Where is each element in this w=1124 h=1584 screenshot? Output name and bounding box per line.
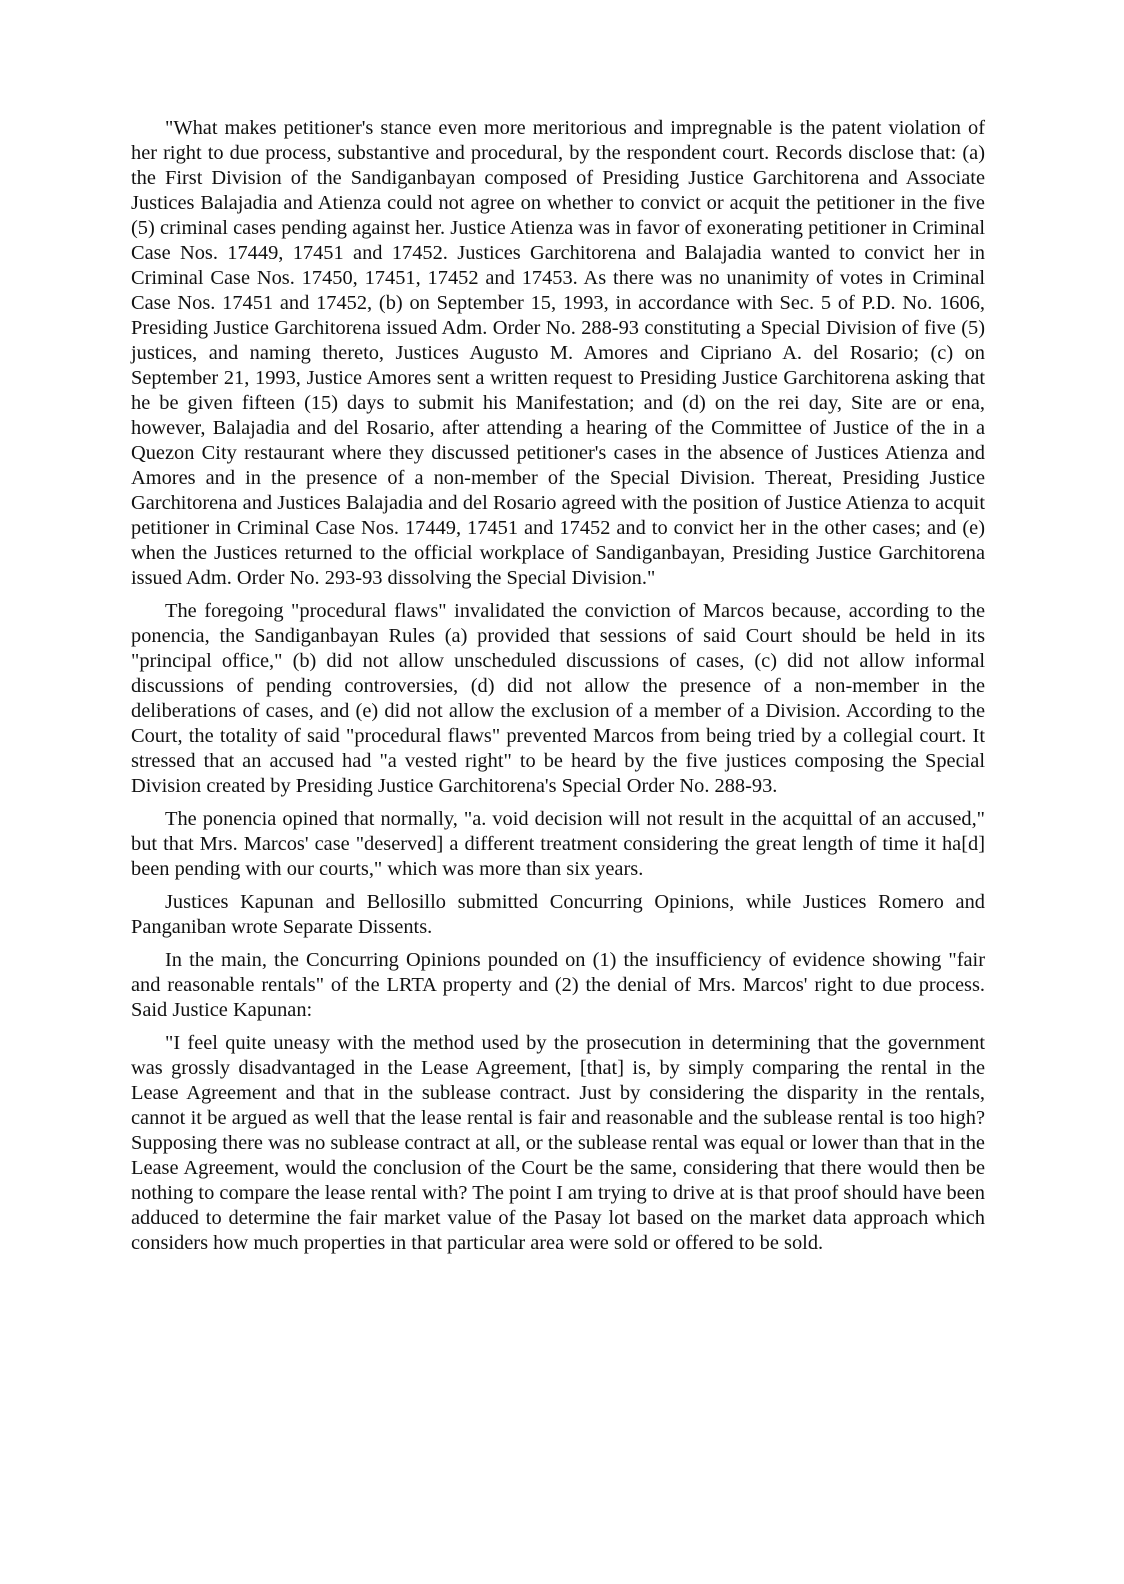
paragraph-void-decision: The ponencia opined that normally, "a. void decision will not result in the acquittal of an accused," but that Mrs. Marcos' case "deserved] a different treatment considering the great length of time it ha[d] been pending with our courts," which was more than six years. (131, 808, 985, 880)
paragraph-kapunan-quote: "I feel quite uneasy with the method used by the prosecution in determining that the government was grossly disadvantaged in the Lease Agreement, [that] is, by simply comparing the rental in the Lease Agreement and that in the sublease contract. Just by considering the disparity in the rentals, cannot it be argued as well that the lease rental is fair and reasonable and the sublease rental is too high? Supposing there was no sublease contract at all, or the sublease rental was equal or lower than that in the Lease Agreement, would the conclusion of the Court be the same, considering that there would then be nothing to compare the lease rental with? The point I am trying to drive at is that proof should have been adduced to determine the fair market value of the Pasay lot based on the market data approach which considers how much properties in that particular area were sold or offered to be sold. (131, 1032, 985, 1254)
paragraph-procedural-flaws: The foregoing "procedural flaws" invalidated the conviction of Marcos because, according to the ponencia, the Sandiganbayan Rules (a) provided that sessions of said Court should be held in its "principal office," (b) did not allow unscheduled discussions of cases, (c) did not allow informal discussions of pending controversies, (d) did not allow the presence of a non-member in the deliberations of cases, and (e) did not allow the exclusion of a member of a Division. According to the Court, the totality of said "procedural flaws" prevented Marcos from being tried by a collegial court. It stressed that an accused had "a vested right" to be heard by the five justices composing the Special Division created by Presiding Justice Garchitorena's Special Order No. 288-93. (131, 600, 985, 797)
document-page (131, 116, 985, 1264)
paragraph-quoted-due-process: "What makes petitioner's stance even more meritorious and impregnable is the patent violation of her right to due process, substantive and procedural, by the respondent court. Records disclose that: (a) the First Division of the Sandiganbayan composed of Presiding Justice Garchitorena and Associate Justices Balajadia and Atienza could not agree on whether to convict or acquit the petitioner in the five (5) criminal cases pending against her. Justice Atienza was in favor of exonerating petitioner in Criminal Case Nos. 17449, 17451 and 17452. Justices Garchitorena and Balajadia wanted to convict her in Criminal Case Nos. 17450, 17451, 17452 and 17453. As there was no unanimity of votes in Criminal Case Nos. 17451 and 17452, (b) on September 15, 1993, in accordance with Sec. 5 of P.D. No. 1606, Presiding Justice Garchitorena issued Adm. Order No. 288-93 constituting a Special Division of five (5) justices, and naming thereto, Justices Augusto M. Amores and Cipriano A. del Rosario; (c) on September 21, 1993, Justice Amores sent a written request to Presiding Justice Garchitorena asking that he be given fifteen (15) days to submit his Manifestation; and (d) on the rei day, Site are or ena, however, Balajadia and del Rosario, after attending a hearing of the Committee of Justice of the in a Quezon City restaurant where they discussed petitioner's cases in the absence of Justices Atienza and Amores and in the presence of a non-member of the Special Division. Thereat, Presiding Justice Garchitorena and Justices Balajadia and del Rosario agreed with the position of Justice Atienza to acquit petitioner in Criminal Case Nos. 17449, 17451 and 17452 and to convict her in the other cases; and (e) when the Justices returned to the official workplace of Sandiganbayan, Presiding Justice Garchitorena issued Adm. Order No. 293-93 dissolving the Special Division." (131, 117, 985, 589)
paragraph-concurring-dissents: Justices Kapunan and Bellosillo submitted Concurring Opinions, while Justices Romero and Panganiban wrote Separate Dissents. (131, 891, 985, 938)
paragraph-concurring-opinions: In the main, the Concurring Opinions pounded on (1) the insufficiency of evidence showing "fair and reasonable rentals" of the LRTA property and (2) the denial of Mrs. Marcos' right to due process. Said Justice Kapunan: (131, 949, 985, 1021)
